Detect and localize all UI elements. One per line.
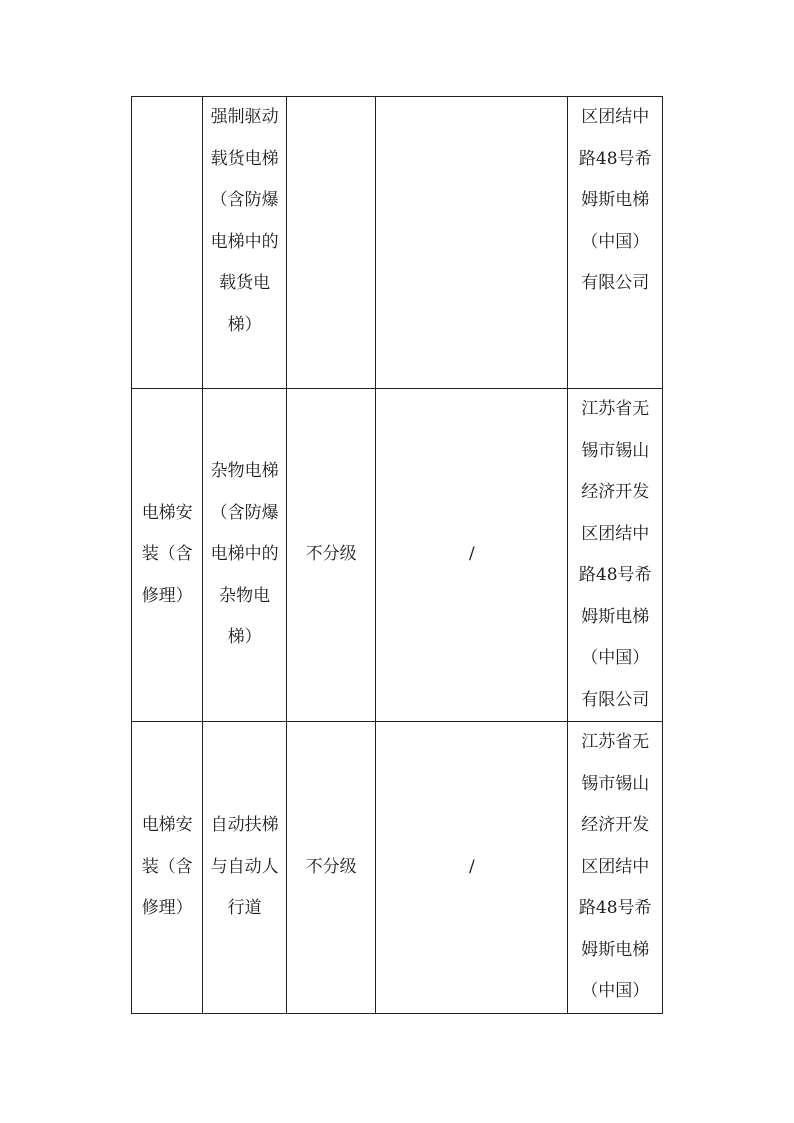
subtype-cell [203,97,286,389]
grade-text: 不分级 [305,856,357,877]
category-text: 电梯安装（含修理） [141,815,193,918]
category-cell [132,389,203,722]
scope-text: / [469,544,475,565]
grade-cell [286,97,376,389]
table-row [132,389,663,722]
grade-text: 不分级 [305,544,357,565]
address-cell [568,97,663,389]
scope-cell [376,97,568,389]
address-text: 江苏省无锡市锡山经济开发区团结中路48号希姆斯电梯（中国） [578,732,652,1001]
grade-cell [286,389,376,722]
category-cell [132,97,203,389]
address-cell [568,389,663,722]
grade-cell [286,722,376,1014]
address-text: 区团结中路48号希姆斯电梯（中国）有限公司 [578,107,652,293]
qualification-table [131,96,663,1014]
scope-text: / [469,856,475,877]
table-row [132,722,663,1014]
subtype-text: 自动扶梯与自动人行道 [210,815,279,918]
scope-cell [376,389,568,722]
scope-cell [376,722,568,1014]
address-text: 江苏省无锡市锡山经济开发区团结中路48号希姆斯电梯（中国）有限公司 [578,399,652,710]
category-cell [132,722,203,1014]
subtype-cell [203,722,286,1014]
subtype-text: 杂物电梯（含防爆电梯中的杂物电梯） [210,461,279,648]
table-row [132,97,663,389]
subtype-text: 强制驱动载货电梯（含防爆电梯中的载货电梯） [210,107,279,335]
category-text: 电梯安装（含修理） [141,502,193,606]
subtype-cell [203,389,286,722]
address-cell [568,722,663,1014]
